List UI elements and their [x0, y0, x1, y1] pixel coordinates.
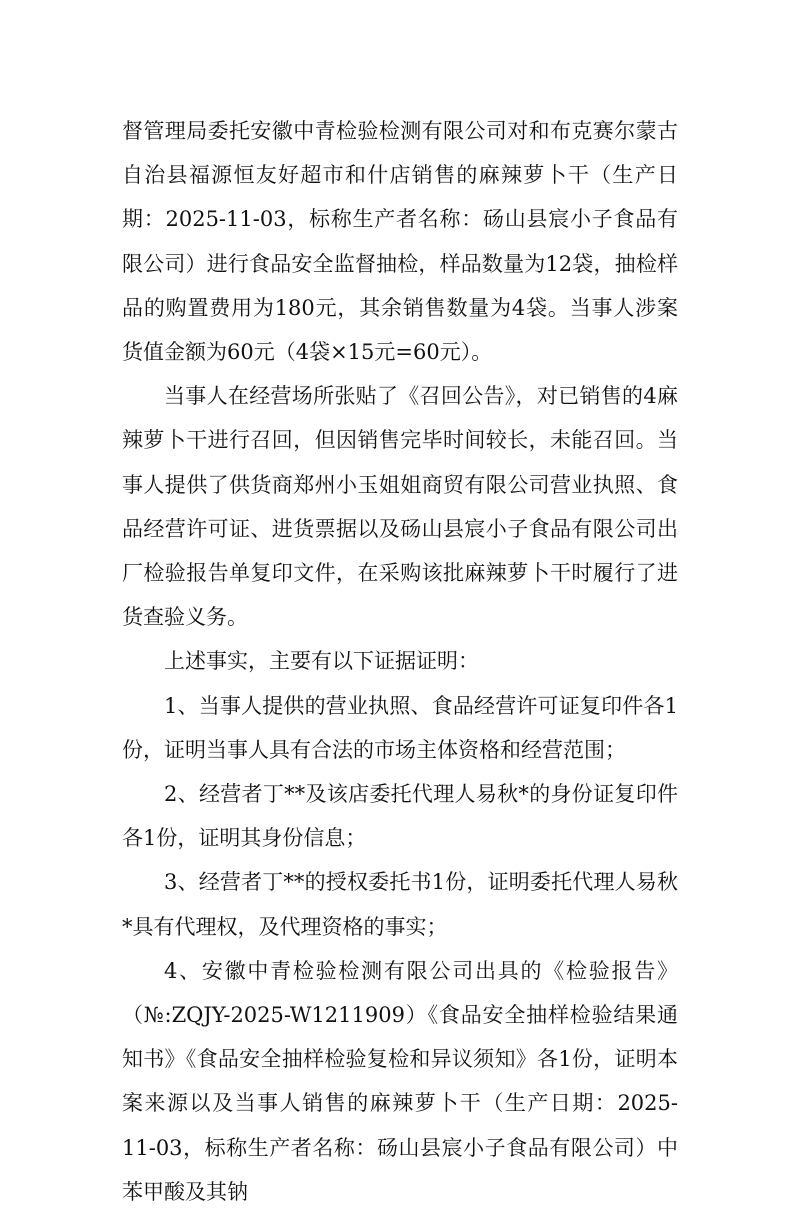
paragraph-evidence-3: 3、经营者丁**的授权委托书1份，证明委托代理人易秋*具有代理权，及代理资格的事实； — [122, 870, 678, 939]
paragraph-recall-notice: 当事人在经营场所张贴了《召回公告》，对已销售的4麻辣萝卜干进行召回，但因销售完毕时间较长，未能召回。当事人提供了供货商郑州小玉姐姐商贸有限公司营业执照、食品经营许可证、进货票据以及砀山县宸小子食品有限公司出厂检验报告单复印文件，在采购该批麻辣萝卜干时履行了进货查验义务。 — [122, 384, 678, 630]
paragraph-evidence-intro: 上述事实，主要有以下证据证明： — [164, 649, 479, 674]
paragraph-evidence-1: 1、当事人提供的营业执照、食品经营许可证复印件各1份，证明当事人具有合法的市场主体资格和经营范围； — [122, 693, 678, 762]
paragraph-evidence-2: 2、经营者丁**及该店委托代理人易秋*的身份证复印件各1份，证明其身份信息； — [122, 782, 678, 851]
paragraph-evidence-4: 4、安徽中青检验检测有限公司出具的《检验报告》（№:ZQJY-2025-W1211909）《食品安全抽样检验结果通知书》《食品安全抽样检验复检和异议须知》各1份，证明本案来源以及当事人销售的麻辣萝卜干（生产日期：2025-11-03，标称生产者名称：砀山县宸小子食品有限公司）中苯甲酸及其钠 — [122, 958, 678, 1204]
paragraph-sampling-facts: 督管理局委托安徽中青检验检测有限公司对和布克赛尔蒙古自治县福源恒友好超市和什店销售的麻辣萝卜干（生产日期：2025-11-03，标称生产者名称：砀山县宸小子食品有限公司）进行食品安全监督抽检，样品数量为12袋，抽检样品的购置费用为180元，其余销售数量为4袋。当事人涉案货值金额为60元（4袋×15元=60元）。 — [122, 119, 678, 365]
document-body — [122, 109, 678, 1214]
